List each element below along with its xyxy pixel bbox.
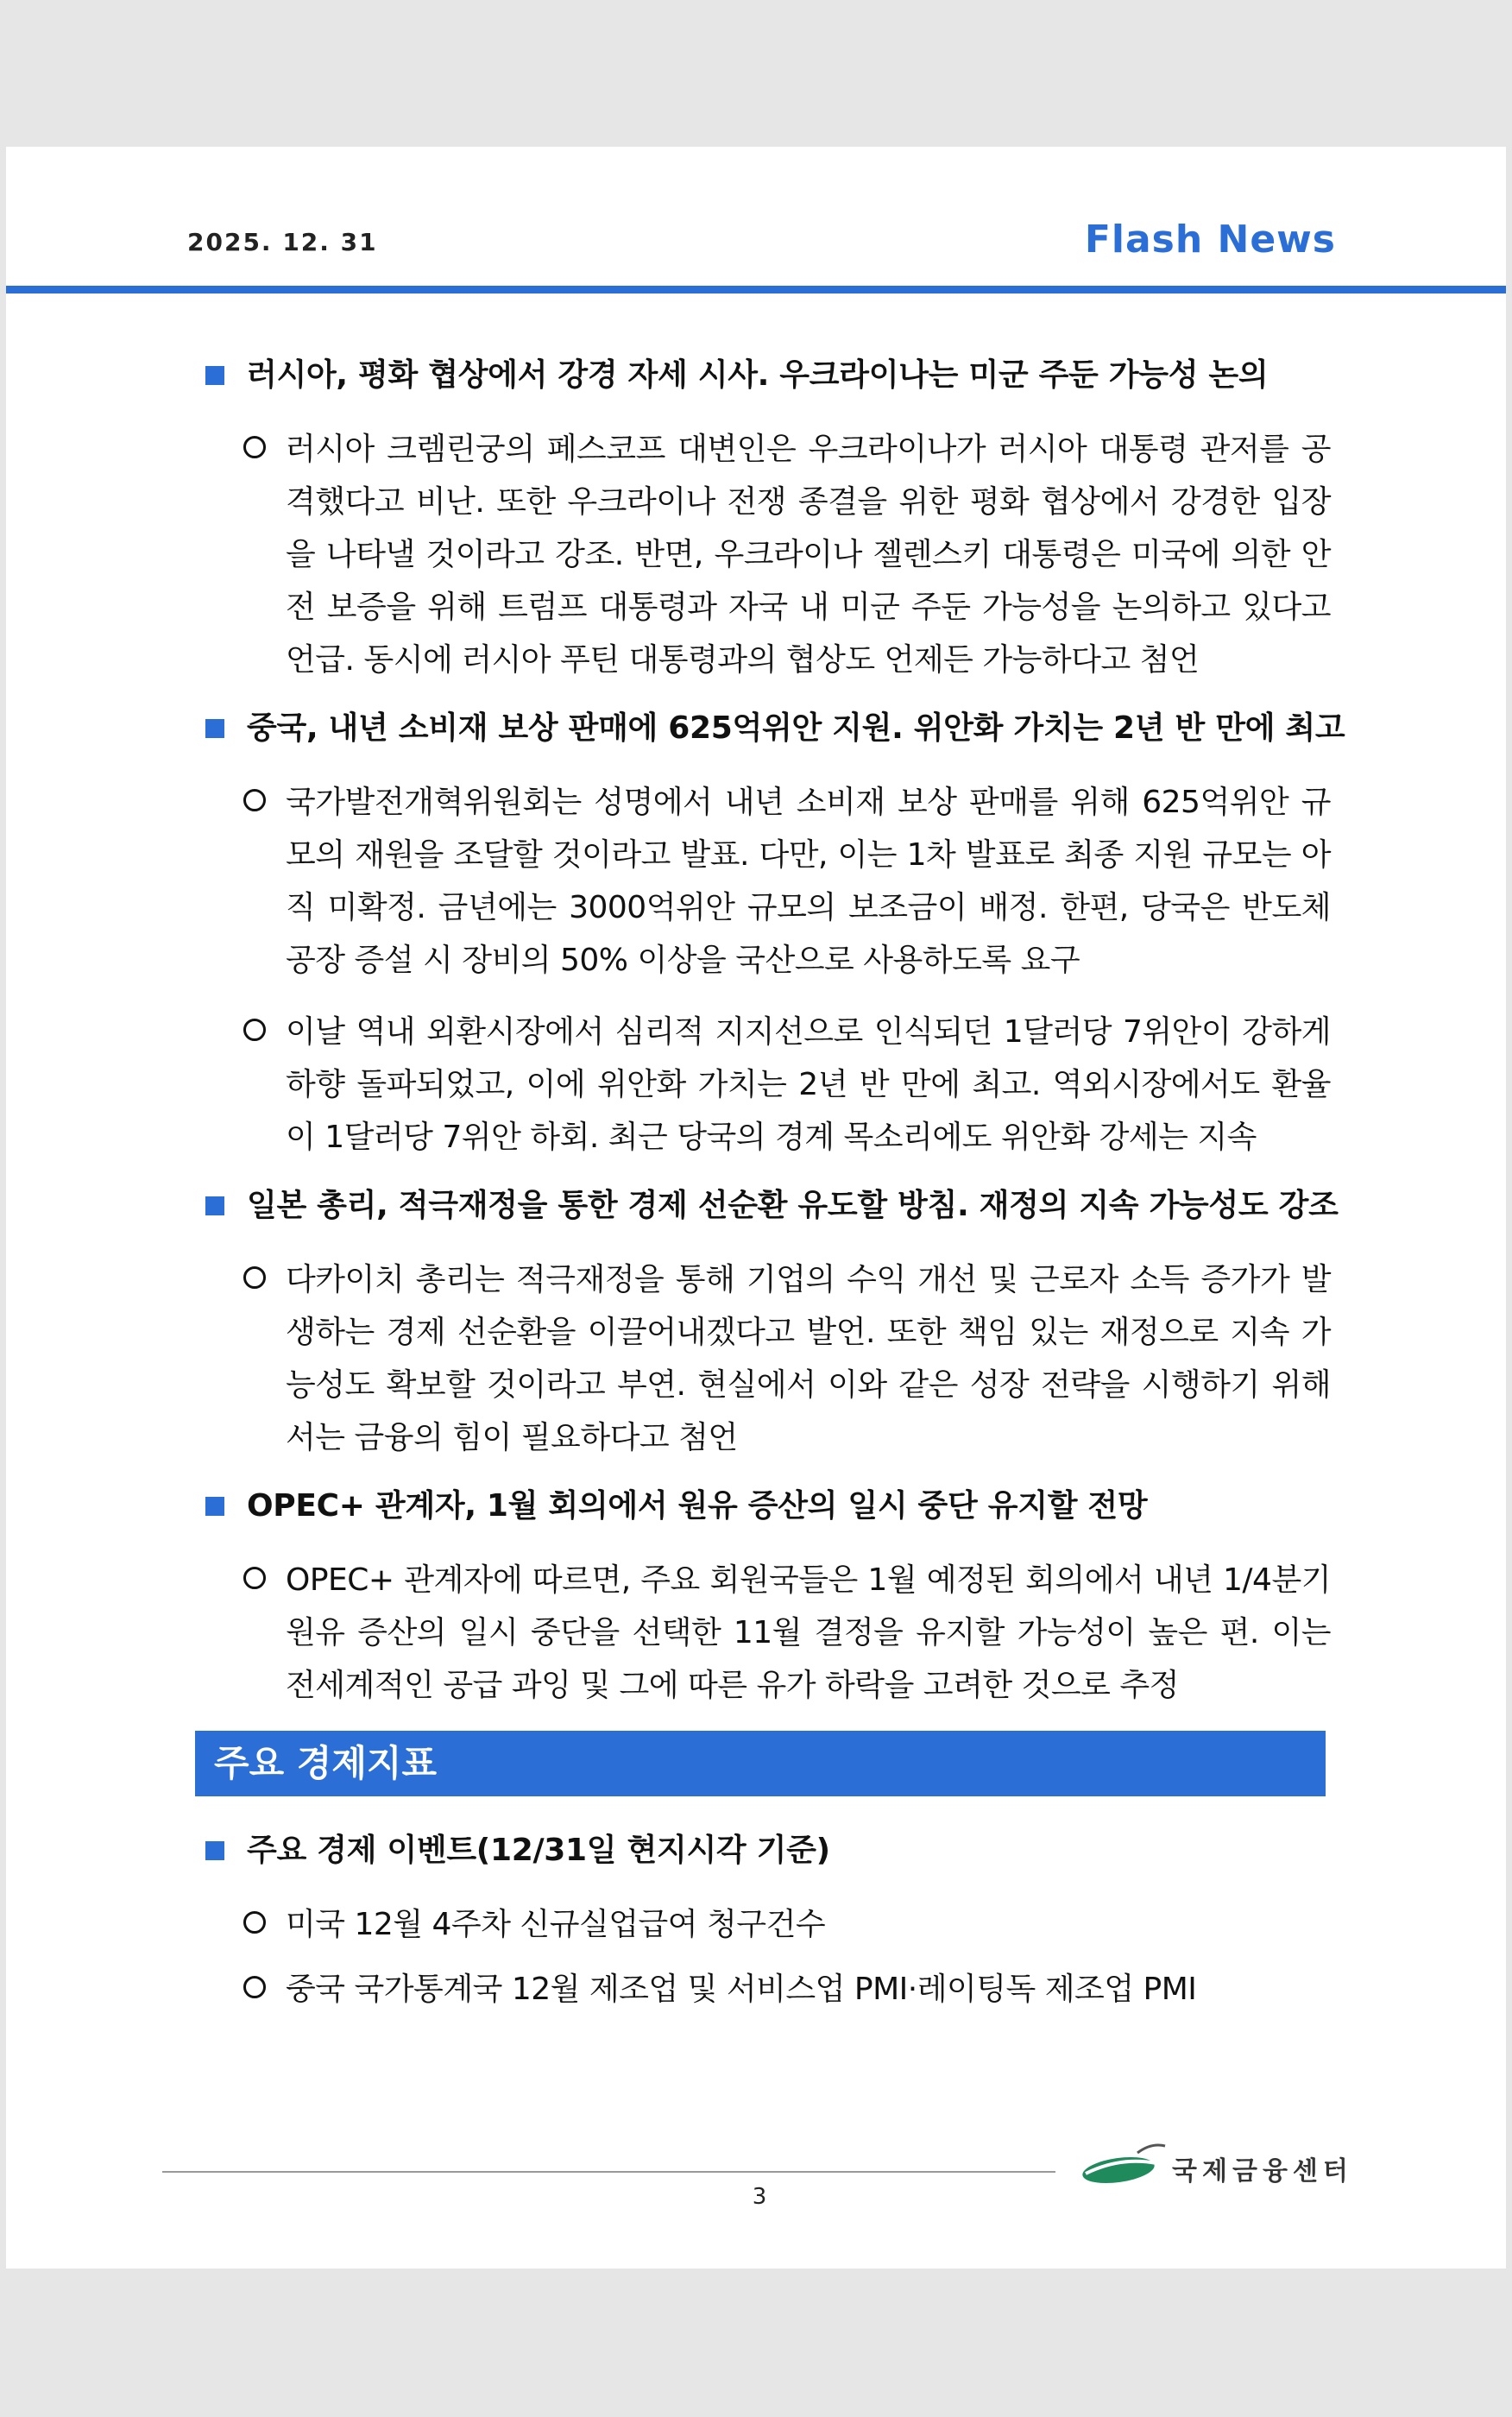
indicators-section-title: 주요 경제지표 [195,1731,1326,1796]
bullet-item [204,776,1331,987]
section-heading-russia [204,352,1331,399]
event-item [204,1963,1331,2016]
event-text: 중국 국가통계국 12월 제조업 및 서비스업 PMI·레이팅독 제조업 PMI [286,1972,1197,2007]
circle-bullet-icon [243,1911,266,1934]
bullet-text: OPEC+ 관계자에 따르면, 주요 회원국들은 1월 예정된 회의에서 내년 1/4분기 원유 증산의 일시 중단을 선택한 11월 결정을 유지할 가능성이 높은 편. 이는 전세계적인 공급 과잉 및 그에 따른 유가 하락을 고려한 것으로 추정 [286,1562,1331,1703]
header-divider [6,286,1506,293]
report-date: 2025. 12. 31 [187,228,378,256]
report-title: Flash News [1084,218,1336,262]
square-bullet-icon [205,366,224,385]
circle-bullet-icon [243,1976,266,1998]
square-bullet-icon [205,1841,224,1860]
square-bullet-icon [205,719,224,738]
circle-bullet-icon [243,1567,266,1589]
heading-text: 일본 총리, 적극재정을 통한 경제 선순환 유도할 방침. 재정의 지속 가능성도 강조 [247,1188,1339,1223]
bullet-item [204,423,1331,686]
bullet-item [204,1253,1331,1464]
heading-text: 러시아, 평화 협상에서 강경 자세 시사. 우크라이나는 미군 주둔 가능성 논의 [247,357,1269,393]
circle-bullet-icon [243,1266,266,1289]
square-bullet-icon [205,1196,224,1215]
event-text: 미국 12월 4주차 신규실업급여 청구건수 [286,1907,826,1942]
footer-divider [162,2171,1055,2173]
event-item [204,1898,1331,1951]
bullet-text: 이날 역내 외환시장에서 심리적 지지선으로 인식되던 1달러당 7위안이 강하게 하향 돌파되었고, 이에 위안화 가치는 2년 반 만에 최고. 역외시장에서도 환율이 1달러당 7위안 하회. 최근 당국의 경계 목소리에도 위안화 강세는 지속 [286,1014,1331,1155]
heading-text: 주요 경제 이벤트(12/31일 현지시각 기준) [247,1833,830,1868]
bullet-item [204,1006,1331,1164]
bullet-text: 다카이치 총리는 적극재정을 통해 기업의 수익 개선 및 근로자 소득 증가가 발생하는 경제 선순환을 이끌어내겠다고 발언. 또한 책임 있는 재정으로 지속 가능성도 확보할 것이라고 부연. 현실에서 이와 같은 성장 전략을 시행하기 위해서는 금융의 힘이 필요하다고 첨언 [286,1262,1331,1455]
circle-bullet-icon [243,436,266,458]
section-heading-opec [204,1483,1331,1530]
logo-text: 국제금융센터 [1172,2156,1353,2187]
logo-leaf-icon [1077,2139,1167,2191]
report-body [204,352,1345,2028]
heading-text: OPEC+ 관계자, 1월 회의에서 원유 증산의 일시 중단 유지할 전망 [247,1488,1148,1524]
page-number: 3 [752,2184,767,2210]
bullet-text: 국가발전개혁위원회는 성명에서 내년 소비재 보상 판매를 위해 625억위안 규모의 재원을 조달할 것이라고 발표. 다만, 이는 1차 발표로 최종 지원 규모는 아직 미확정. 금년에는 3000억위안 규모의 보조금이 배정. 한편, 당국은 반도체 공장 증설 시 장비의 50% 이상을 국산으로 사용하도록 요구 [286,785,1331,978]
circle-bullet-icon [243,1019,266,1041]
bullet-item [204,1554,1331,1712]
heading-text: 중국, 내년 소비재 보상 판매에 625억위안 지원. 위안화 가치는 2년 반 만에 최고 [247,710,1345,746]
circle-bullet-icon [243,789,266,811]
square-bullet-icon [205,1497,224,1516]
section-heading-events [204,1827,1331,1874]
section-heading-japan [204,1183,1339,1229]
section-heading-china [204,705,1345,752]
kcif-logo [1077,2139,1353,2191]
bullet-text: 러시아 크렘린궁의 페스코프 대변인은 우크라이나가 러시아 대통령 관저를 공격했다고 비난. 또한 우크라이나 전쟁 종결을 위한 평화 협상에서 강경한 입장을 나타낼 것이라고 강조. 반면, 우크라이나 젤렌스키 대통령은 미국에 의한 안전 보증을 위해 트럼프 대통령과 자국 내 미군 주둔 가능성을 논의하고 있다고 언급. 동시에 러시아 푸틴 대통령과의 협상도 언제든 가능하다고 첨언 [286,432,1331,678]
